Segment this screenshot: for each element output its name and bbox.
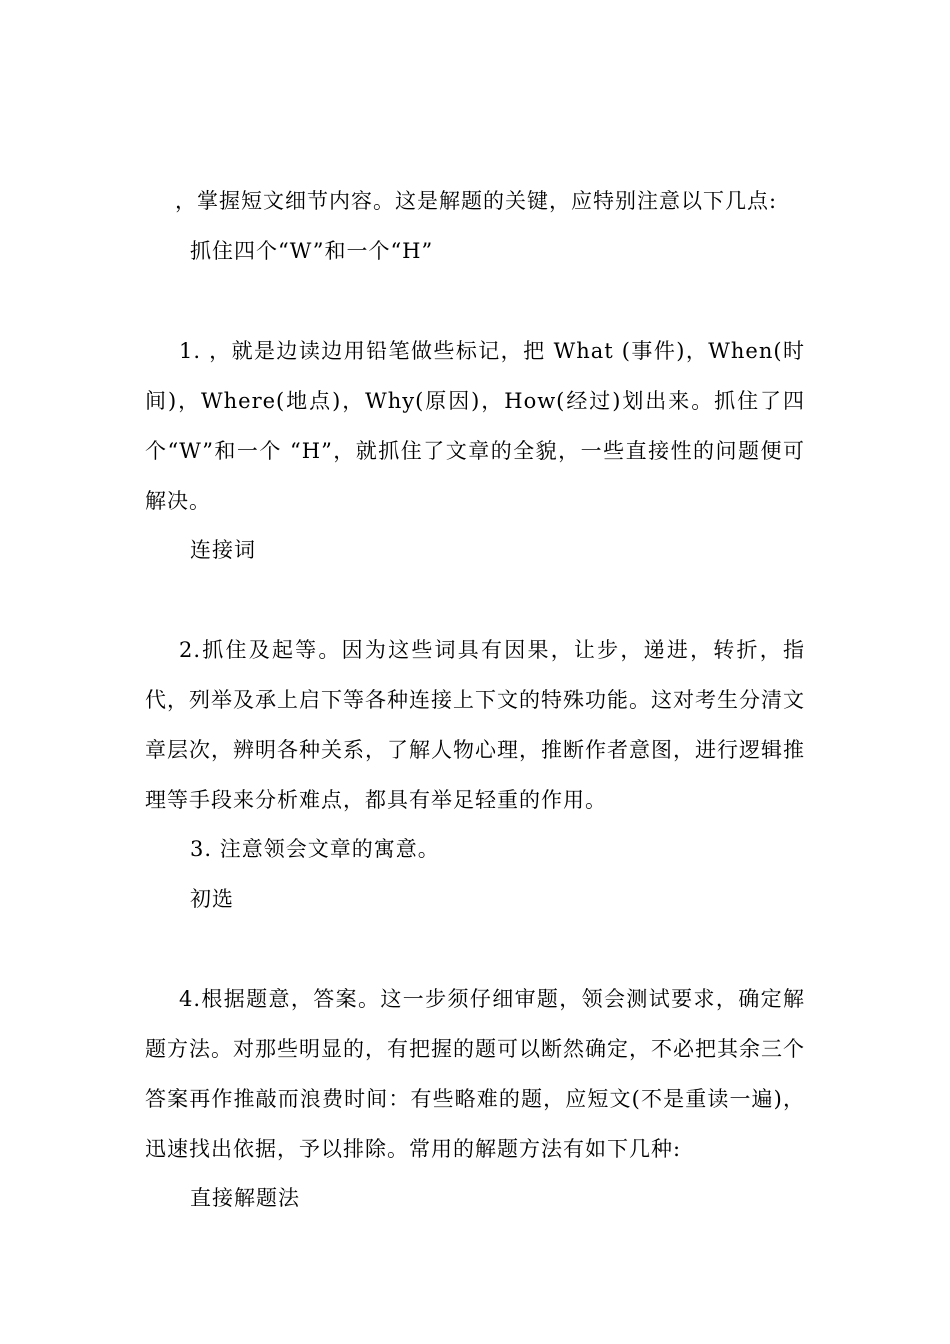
heading-four-w-one-h: 抓住四个“W”和一个“H”	[190, 239, 434, 263]
item-3-line: 3. 注意领会文章的寓意。	[190, 837, 440, 861]
heading-direct-method: 直接解题法	[190, 1186, 300, 1210]
intro-line: ，掌握短文细节内容。这是解题的关键，应特别注意以下几点:	[175, 189, 778, 213]
paragraph-item-2: 2.抓住及起等。因为这些词具有因果，让步，递进，转折，指代，列举及承上启下等各种连接上下文的特殊功能。这对考生分清文章层次，辨明各种关系，了解人物心理，推断作者意图，进行逻辑推理等手段来分析难点，都具有举足轻重的作用。	[145, 638, 805, 812]
heading-connectives: 连接词	[190, 538, 256, 562]
paragraph-item-4: 4.根据题意，答案。这一步须仔细审题，领会测试要求，确定解题方法。对那些明显的，有把握的题可以断然确定，不必把其余三个答案再作推敲而浪费时间：有些略难的题，应短文(不是重读一遍)，迅速找出依据，予以排除。常用的解题方法有如下几种:	[145, 987, 805, 1161]
paragraph-item-1: 1. ，就是边读边用铅笔做些标记，把 What (事件)，When(时间)，Where(地点)，Why(原因)，How(经过)划出来。抓住了四个“W”和一个 “H”，就抓住了文章的全貌，一些直接性的问题便可解决。	[145, 339, 805, 513]
heading-preselect: 初选	[190, 887, 234, 911]
